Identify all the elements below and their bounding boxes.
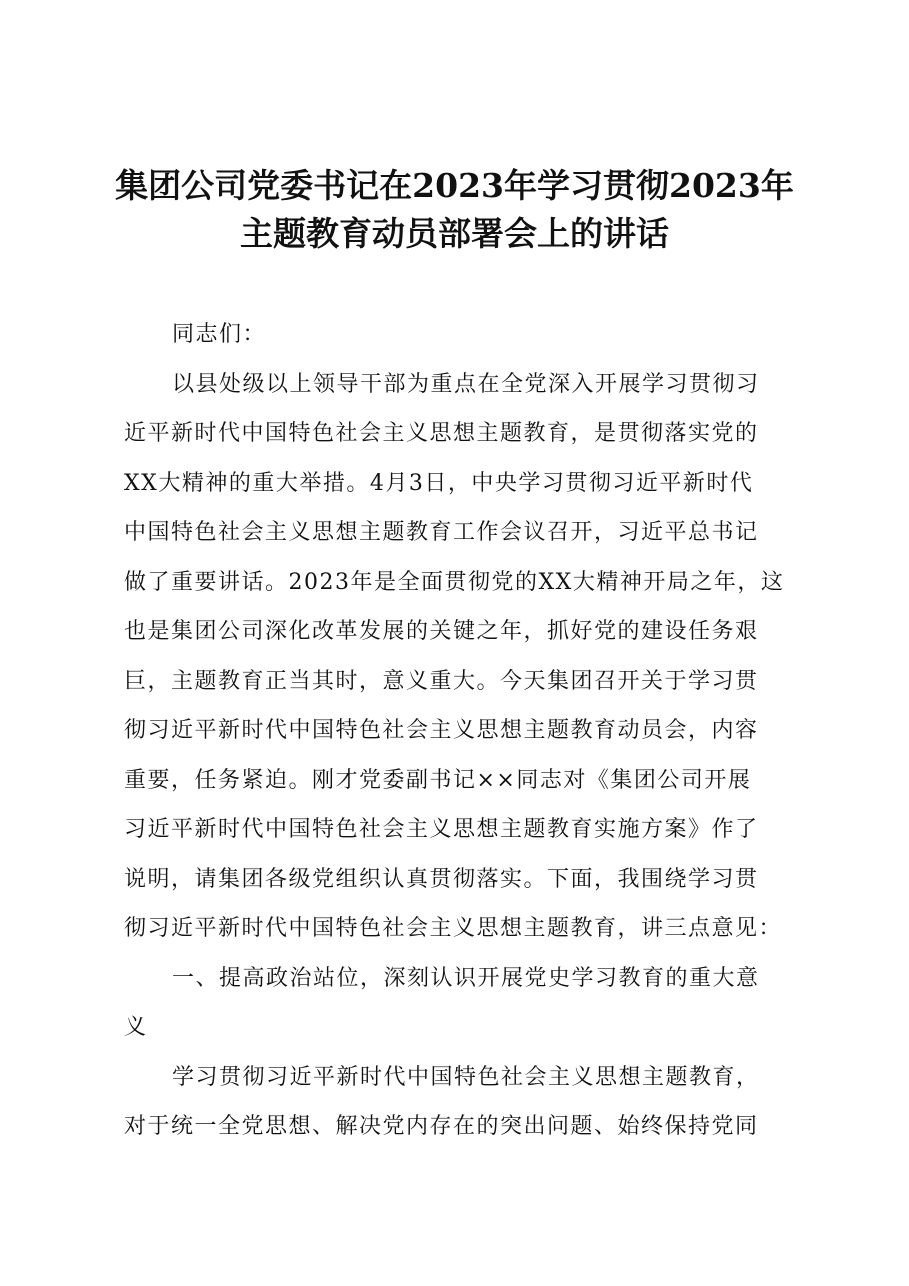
paragraph-line: 也是集团公司深化改革发展的关键之年，抓好党的建设任务艰: [124, 619, 759, 644]
document-body: [124, 310, 804, 1152]
title-line-1: 集团公司党委书记在2023年学习贯彻2023年: [115, 166, 794, 205]
paragraph-line: 巨，主题教育正当其时，意义重大。今天集团召开关于学习贯: [124, 668, 759, 694]
paragraph-line: 以县处级以上领导干部为重点在全党深入开展学习贯彻习: [172, 371, 760, 397]
paragraph-line: 彻习近平新时代中国特色社会主义思想主题教育，讲三点意见：: [124, 916, 783, 941]
paragraph-line: 学习贯彻习近平新时代中国特色社会主义思想主题教育，: [172, 1064, 760, 1090]
paragraph-line: 重要，任务紧迫。刚才党委副书记××同志对《集团公司开展: [124, 767, 752, 793]
paragraph-line: XX大精神的重大举措。4月3日，中央学习贯彻习近平新时代: [124, 470, 754, 496]
paragraph-line: 习近平新时代中国特色社会主义思想主题教育实施方案》作了: [124, 817, 759, 842]
paragraph-line: 近平新时代中国特色社会主义思想主题教育，是贯彻落实党的: [124, 421, 759, 446]
title-line-2: 主题教育动员部署会上的讲话: [240, 214, 669, 253]
paragraph-line: 彻习近平新时代中国特色社会主义思想主题教育动员会，内容: [124, 718, 759, 743]
paragraph-line: 说明，请集团各级党组织认真贯彻落实。下面，我围绕学习贯: [124, 866, 759, 892]
section-heading: 一、提高政治站位，深刻认识开展党史学习教育的重大意: [172, 965, 760, 991]
paragraph-line: 做了重要讲话。2023年是全面贯彻党的XX大精神开局之年，这: [124, 569, 785, 595]
document-title: [60, 162, 849, 258]
paragraph-line: 中国特色社会主义思想主题教育工作会议召开，习近平总书记: [124, 520, 759, 545]
section-heading-continued: 义: [124, 1015, 148, 1040]
salutation: 同志们：: [172, 322, 267, 347]
paragraph-line: 对于统一全党思想、解决党内存在的突出问题、始终保持党同: [124, 1114, 759, 1139]
